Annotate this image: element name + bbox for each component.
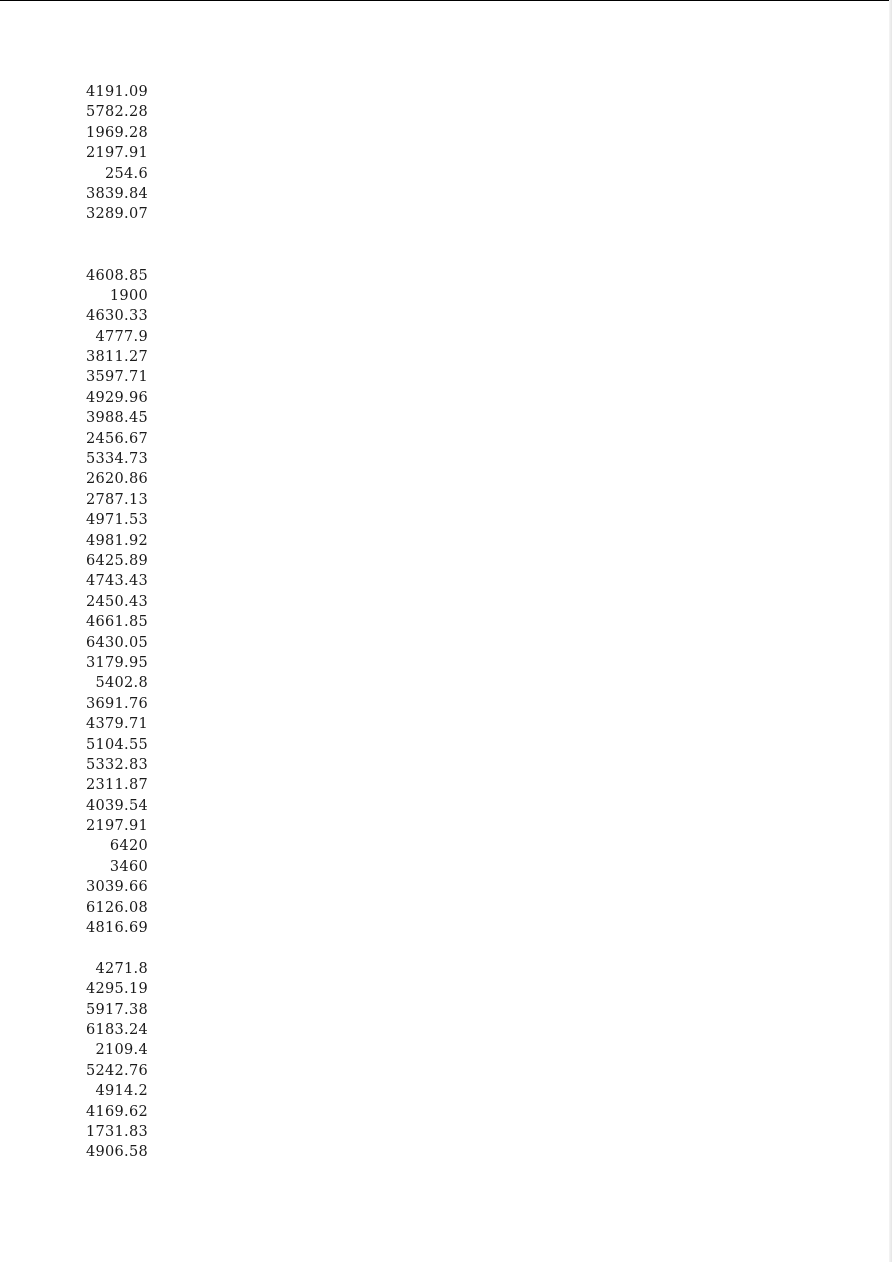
number-cell: 3289.07	[85, 206, 148, 223]
number-cell: 2109.4	[95, 1042, 148, 1059]
empty-cell	[80, 245, 148, 265]
number-cell: 3691.76	[85, 695, 148, 712]
number-cell: 4661.85	[85, 614, 148, 631]
empty-cell	[80, 225, 148, 245]
number-cell: 2787.13	[85, 491, 148, 508]
number-cell: 4169.62	[85, 1103, 148, 1120]
number-cell: 4971.53	[85, 512, 148, 529]
number-cell: 5917.38	[85, 1001, 148, 1018]
number-cell: 3460	[109, 858, 148, 875]
number-cell: 1900	[109, 287, 148, 304]
number-cell: 6183.24	[85, 1021, 148, 1038]
number-cell: 3988.45	[85, 410, 148, 427]
number-cell: 2197.91	[85, 145, 148, 162]
number-cell: 4914.2	[95, 1083, 148, 1100]
number-column	[80, 82, 148, 1163]
number-cell: 4039.54	[85, 797, 148, 814]
number-cell: 6430.05	[85, 634, 148, 651]
number-cell: 4630.33	[85, 308, 148, 325]
top-border-line	[0, 0, 892, 1]
number-cell: 4295.19	[85, 981, 148, 998]
number-cell: 4379.71	[85, 716, 148, 733]
number-cell: 4906.58	[85, 1144, 148, 1161]
number-cell: 3811.27	[85, 349, 148, 366]
number-cell: 2197.91	[85, 818, 148, 835]
number-cell: 1969.28	[85, 124, 148, 141]
number-cell: 5334.73	[85, 451, 148, 468]
number-cell: 3039.66	[85, 879, 148, 896]
number-cell: 5402.8	[95, 675, 148, 692]
number-cell: 6420	[109, 838, 148, 855]
number-cell: 2311.87	[85, 777, 148, 794]
number-cell: 3179.95	[85, 654, 148, 671]
number-cell: 6425.89	[85, 552, 148, 569]
empty-cell	[80, 938, 148, 958]
number-cell: 254.6	[104, 165, 148, 182]
number-cell: 1731.83	[85, 1123, 148, 1140]
number-cell: 3839.84	[85, 185, 148, 202]
number-cell: 4777.9	[95, 328, 148, 345]
number-cell: 4743.43	[85, 573, 148, 590]
number-cell: 5242.76	[85, 1062, 148, 1079]
number-cell: 4191.09	[85, 84, 148, 100]
number-cell: 4816.69	[85, 920, 148, 937]
number-cell: 6126.08	[85, 899, 148, 916]
number-cell: 4608.85	[85, 267, 148, 284]
number-cell: 4929.96	[85, 389, 148, 406]
number-cell: 2450.43	[85, 593, 148, 610]
number-cell: 4271.8	[95, 960, 148, 977]
number-cell: 3597.71	[85, 369, 148, 386]
number-cell: 5782.28	[85, 104, 148, 121]
number-cell: 2620.86	[85, 471, 148, 488]
number-cell: 5104.55	[85, 736, 148, 753]
number-cell: 2456.67	[85, 430, 148, 447]
number-cell: 4981.92	[85, 532, 148, 549]
number-cell: 5332.83	[85, 756, 148, 773]
